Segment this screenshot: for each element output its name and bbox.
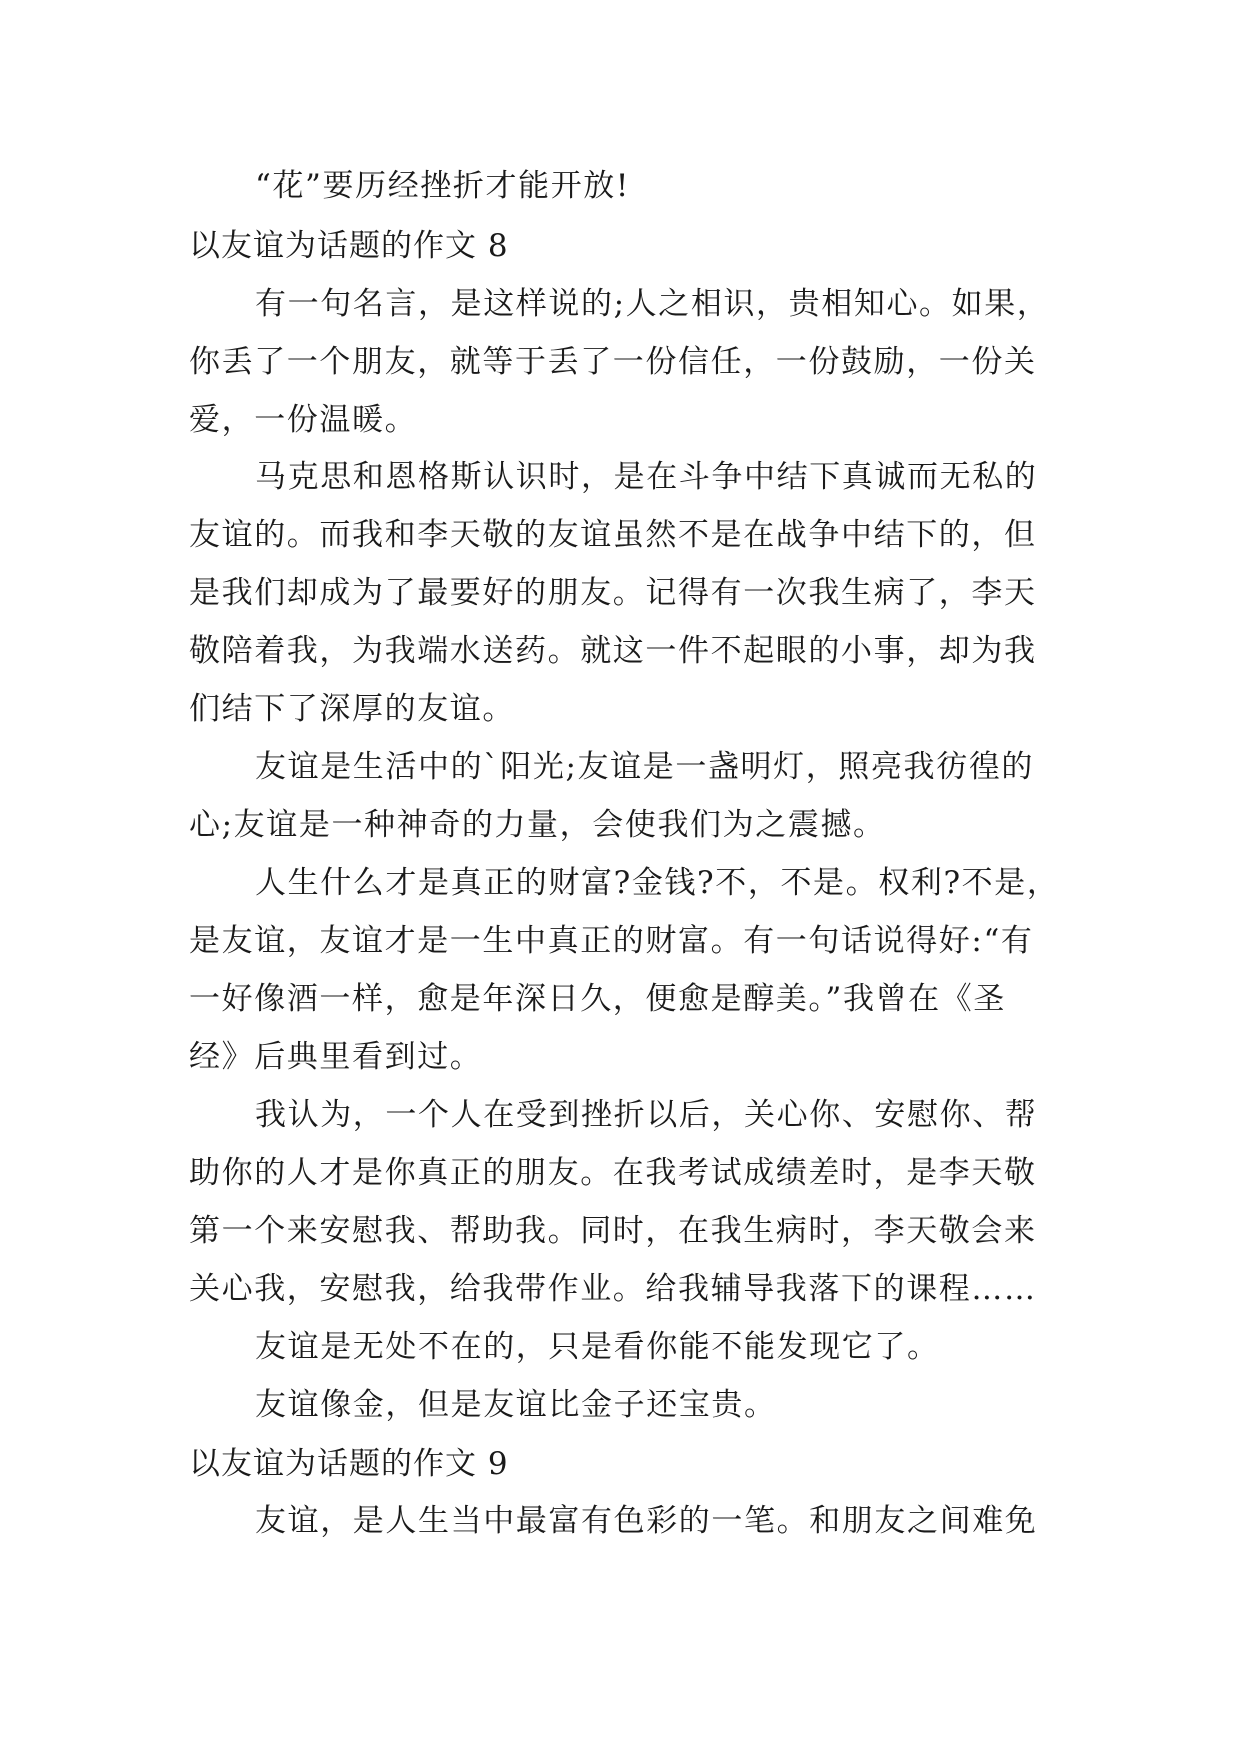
paragraph-line: 关心我，安慰我，给我带作业。给我辅导我落下的课程…… xyxy=(189,1271,1037,1307)
paragraph-line: 经》后典里看到过。 xyxy=(189,1039,483,1075)
paragraph-line: 们结下了深厚的友谊。 xyxy=(189,691,515,727)
paragraph-line: 人生什么才是真正的财富?金钱?不，不是。权利?不是， xyxy=(255,865,1060,901)
paragraph-line: 友谊，是人生当中最富有色彩的一笔。和朋友之间难免 xyxy=(255,1503,1038,1539)
paragraph-line: 我认为，一个人在受到挫折以后，关心你、安慰你、帮 xyxy=(255,1097,1038,1133)
paragraph-line: 爱，一份温暖。 xyxy=(189,402,418,438)
paragraph-line: 你丢了一个朋友，就等于丢了一份信任，一份鼓励，一份关 xyxy=(189,344,1037,380)
paragraph-line: 是友谊，友谊才是一生中真正的财富。有一句话说得好:“有 xyxy=(189,923,1034,959)
paragraph-line: 友谊像金，但是友谊比金子还宝贵。 xyxy=(255,1387,777,1423)
paragraph-line: “花”要历经挫折才能开放! xyxy=(255,168,630,204)
paragraph-line: 友谊是无处不在的，只是看你能不能发现它了。 xyxy=(255,1329,940,1365)
paragraph-line: 友谊是生活中的`阳光;友谊是一盏明灯，照亮我彷徨的 xyxy=(255,749,1034,785)
paragraph-line: 友谊的。而我和李天敬的友谊虽然不是在战争中结下的，但 xyxy=(189,517,1037,553)
section-heading: 以友谊为话题的作文 8 xyxy=(189,228,509,264)
paragraph-line: 敬陪着我，为我端水送药。就这一件不起眼的小事，却为我 xyxy=(189,633,1037,669)
paragraph-line: 第一个来安慰我、帮助我。同时，在我生病时，李天敬会来 xyxy=(189,1213,1037,1249)
paragraph-line: 是我们却成为了最要好的朋友。记得有一次我生病了，李天 xyxy=(189,575,1037,611)
paragraph-line: 心;友谊是一种神奇的力量，会使我们为之震撼。 xyxy=(189,807,886,843)
paragraph-line: 一好像酒一样，愈是年深日久，便愈是醇美。”我曾在《圣 xyxy=(189,981,1006,1017)
section-heading: 以友谊为话题的作文 9 xyxy=(189,1446,509,1482)
paragraph-line: 马克思和恩格斯认识时，是在斗争中结下真诚而无私的 xyxy=(255,459,1038,495)
paragraph-line: 有一句名言，是这样说的;人之相识，贵相知心。如果， xyxy=(255,286,1050,322)
paragraph-line: 助你的人才是你真正的朋友。在我考试成绩差时，是李天敬 xyxy=(189,1155,1037,1191)
